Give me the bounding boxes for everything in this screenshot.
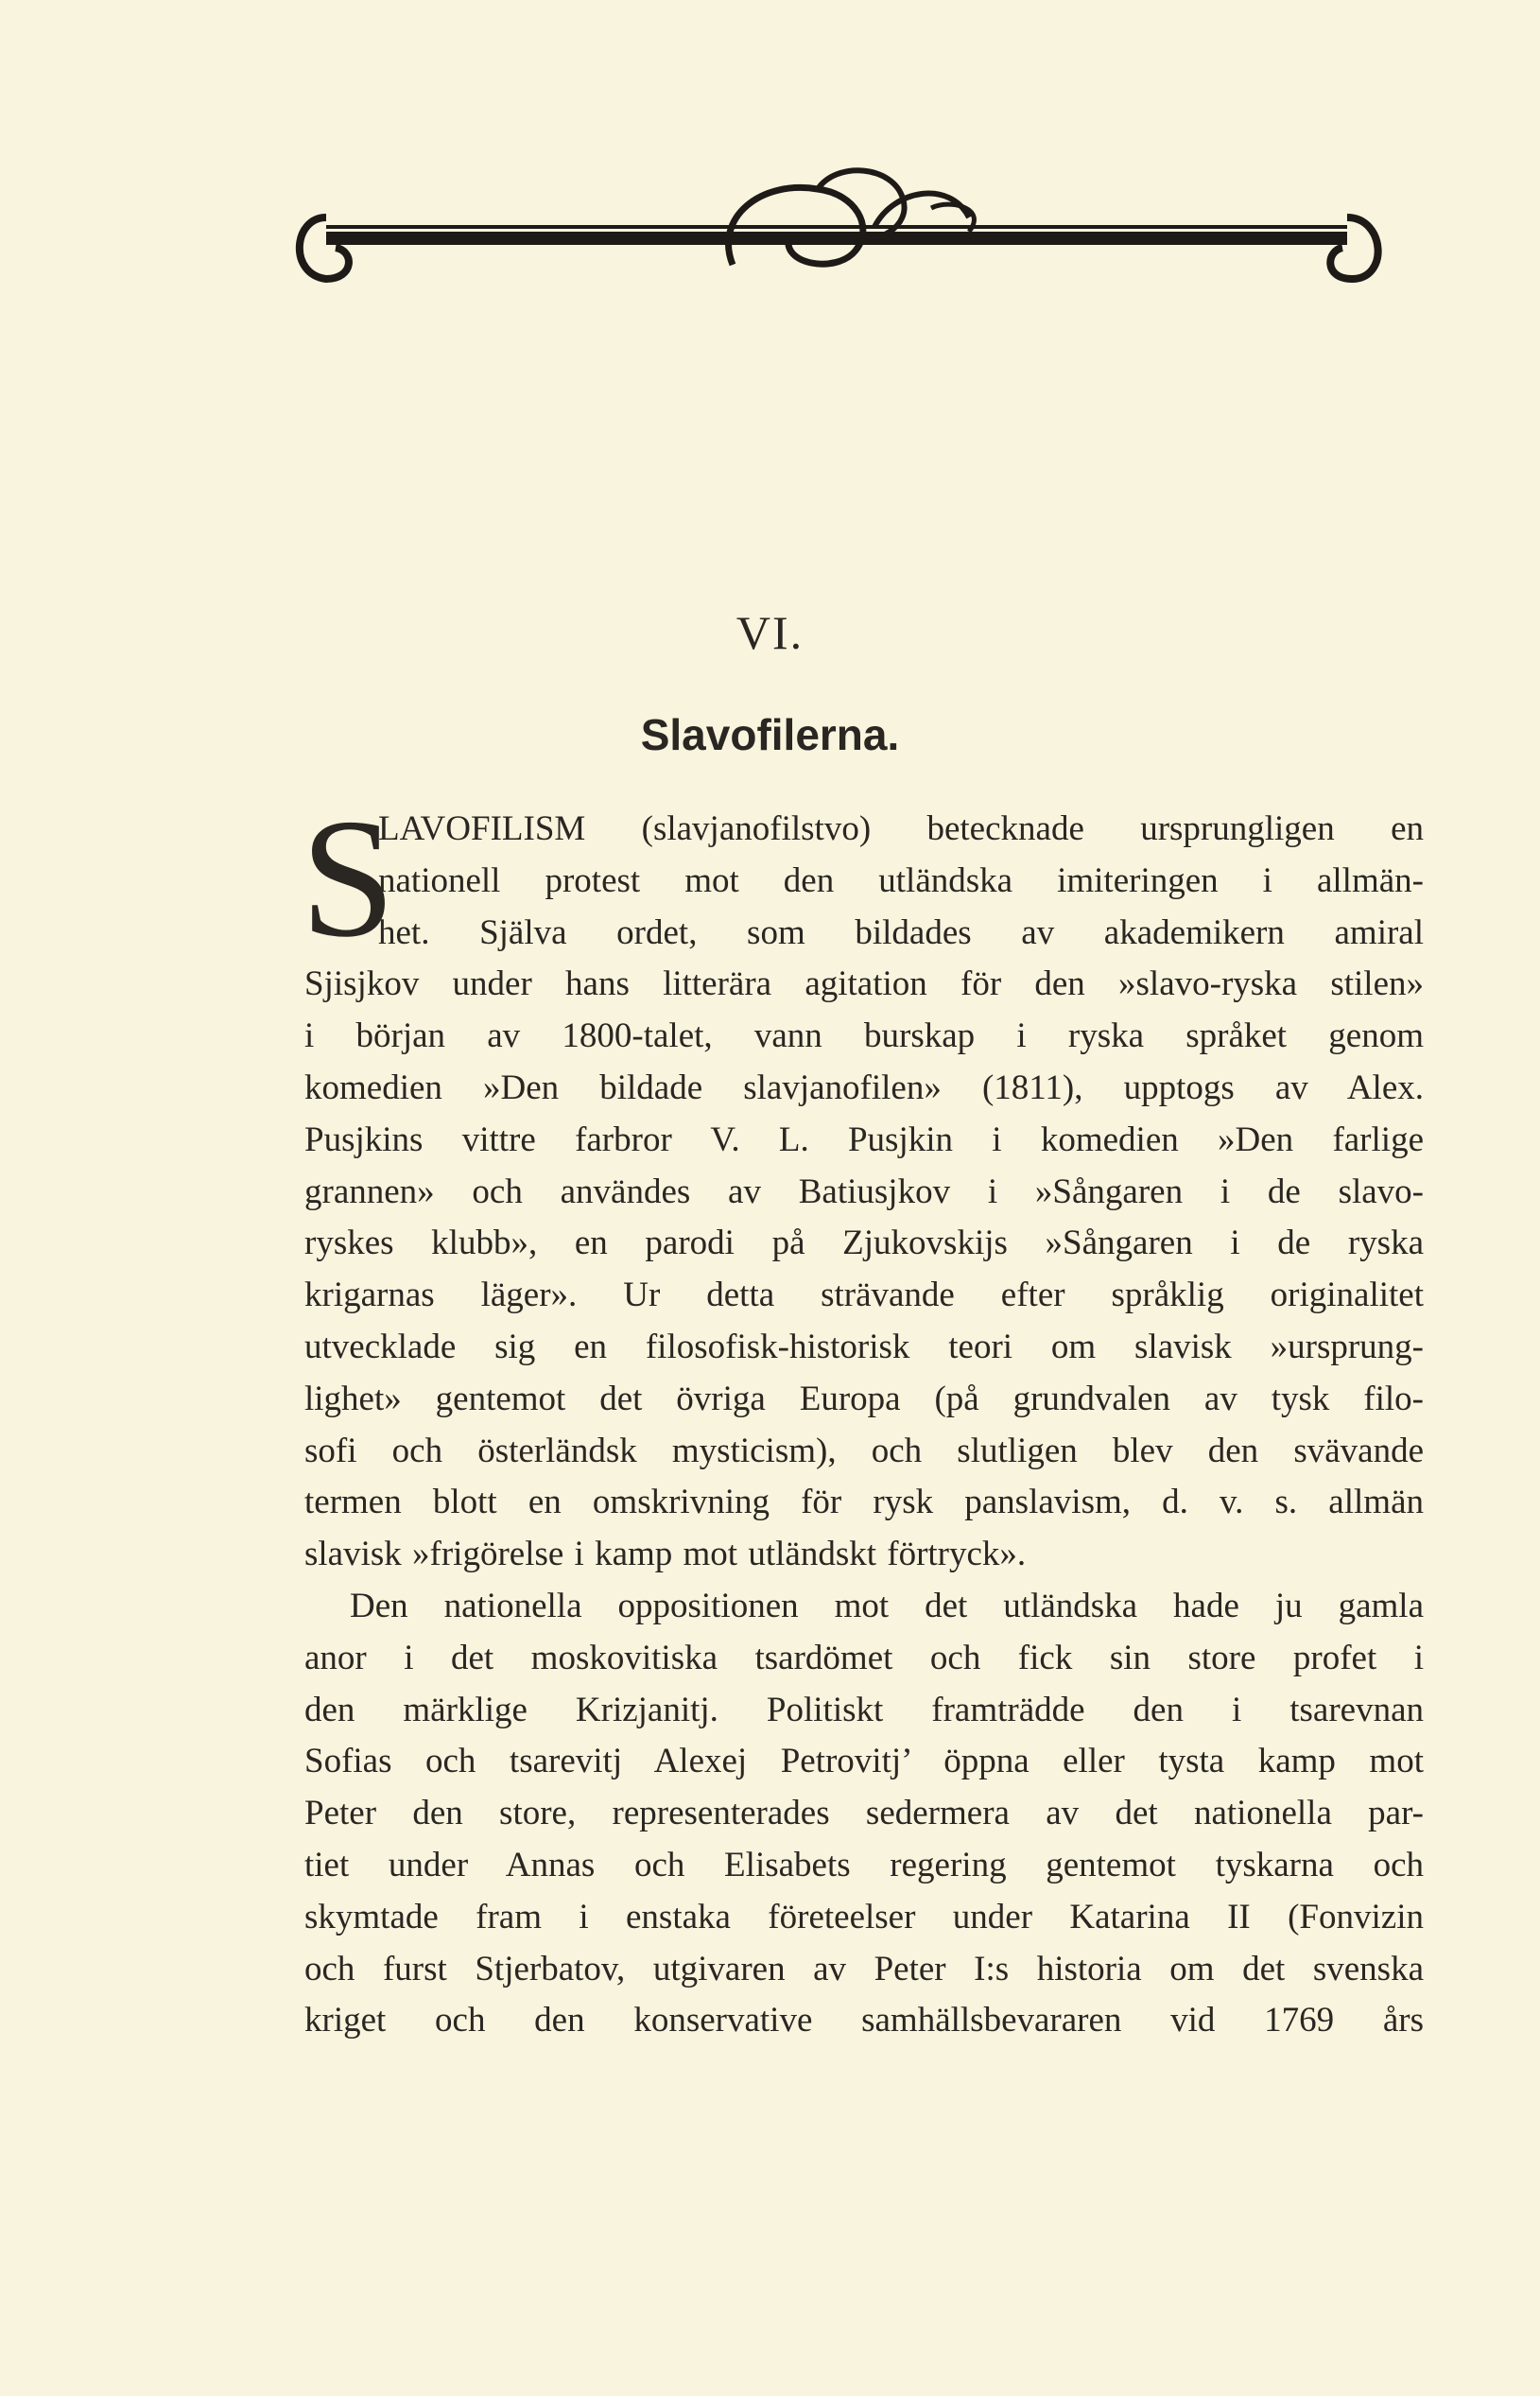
body-text <box>301 784 1424 2047</box>
text-line: Sofias och tsarevitj Alexej Petrovitj’ öppna eller tysta kamp mot <box>304 1742 1424 1781</box>
paragraph-2 <box>304 1581 1424 2047</box>
drop-cap: S <box>301 784 396 972</box>
paragraph-1 <box>304 804 1424 1581</box>
chapter-number: VI. <box>735 606 805 659</box>
text-line: LAVOFILISM (slavjanofilstvo) betecknade ursprungligen en <box>378 809 1424 848</box>
text-line: tiet under Annas och Elisabets regering gentemot tyskarna och <box>304 1845 1424 1884</box>
text-line: lighet» gentemot det övriga Europa (på grundvalen av tysk filo- <box>304 1379 1424 1418</box>
text-line: termen blott en omskrivning för rysk panslavism, d. v. s. allmän <box>304 1483 1424 1522</box>
chapter-title: Slavofilerna. <box>640 710 900 759</box>
text-line: het. Själva ordet, som bildades av akademikern amiral <box>378 912 1424 952</box>
text-line: komedien »Den bildade slavjanofilen» (1811), upptogs av Alex. <box>304 1068 1424 1107</box>
text-line: krigarnas läger». Ur detta strävande efter språklig originalitet <box>304 1276 1424 1315</box>
text-line: Pusjkins vittre farbror V. L. Pusjkin i komedien »Den farlige <box>304 1120 1424 1159</box>
decorative-ornament-rule <box>288 161 1390 303</box>
text-line: ryskes klubb», en parodi på Zjukovskijs »Sångaren i de ryska <box>304 1224 1424 1263</box>
text-line: Peter den store, representerades sedermera av det nationella par- <box>304 1794 1424 1833</box>
text-line: utvecklade sig en filosofisk-historisk teori om slavisk »ursprung- <box>304 1327 1424 1366</box>
text-line: sofi och österländsk mysticism), och slutligen blev den svävande <box>304 1431 1424 1470</box>
text-line: grannen» och användes av Batiusjkov i »Sångaren i de slavo- <box>304 1172 1424 1211</box>
text-line: och furst Stjerbatov, utgivaren av Peter I:s historia om det svenska <box>304 1949 1424 1988</box>
text-line: skymtade fram i enstaka företeelser under Katarina II (Fonvizin <box>304 1897 1424 1936</box>
text-line: kriget och den konservative samhällsbevararen vid 1769 års <box>304 2001 1424 2040</box>
text-line: den märklige Krizjanitj. Politiskt framträdde den i tsarevnan <box>304 1690 1424 1729</box>
text-line: Sjisjkov under hans litterära agitation för den »slavo-ryska stilen» <box>304 964 1424 1004</box>
text-line: i början av 1800-talet, vann burskap i ryska språket genom <box>304 1016 1424 1056</box>
text-line: Den nationella oppositionen mot det utländska hade ju gamla <box>350 1586 1424 1625</box>
text-line: nationell protest mot den utländska imiteringen i allmän- <box>378 860 1424 900</box>
text-line: slavisk »frigörelse i kamp mot utländskt förtryck». <box>304 1535 1027 1574</box>
text-line: anor i det moskovitiska tsardömet och fick sin store profet i <box>304 1638 1424 1677</box>
